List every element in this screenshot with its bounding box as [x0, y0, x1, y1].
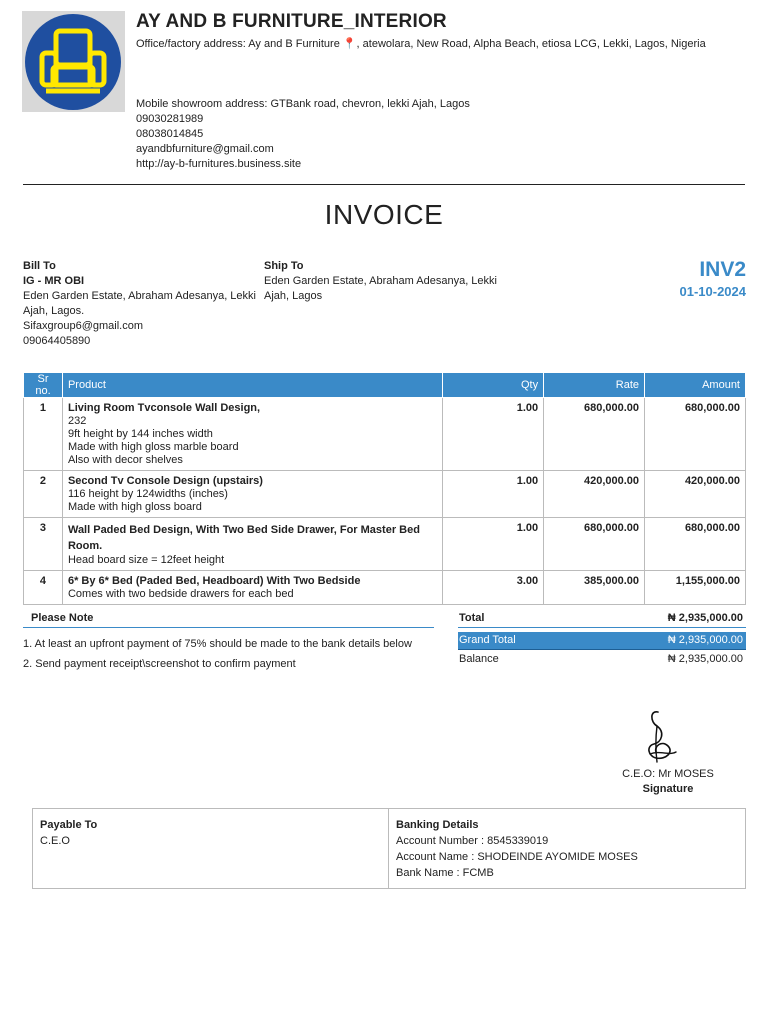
totals-section [458, 610, 746, 669]
items-table [23, 372, 746, 605]
banking-details-label: Banking Details [396, 819, 479, 831]
row-qty: 1.00 [443, 518, 544, 571]
row-product [62, 571, 442, 605]
row-sr: 4 [24, 571, 63, 605]
product-detail: Made with high gloss board [67, 501, 202, 513]
product-name: Living Room Tvconsole Wall Design, [67, 402, 261, 414]
header-qty: Qty [443, 373, 544, 398]
invoice-meta [680, 258, 747, 299]
row-sr: 3 [24, 518, 63, 571]
phone-1: 09030281989 [136, 113, 204, 125]
row-qty: 1.00 [443, 471, 544, 518]
header-rate: Rate [544, 373, 645, 398]
banking-details-column [389, 809, 745, 888]
product-name: 6* By 6* Bed (Paded Bed, Headboard) With Two Bedside [67, 575, 361, 587]
invoice-date: 01-10-2024 [679, 284, 746, 299]
row-amount: 680,000.00 [645, 398, 746, 471]
table-row [24, 518, 746, 571]
product-detail: 9ft height by 144 inches width [67, 428, 213, 440]
company-logo [22, 11, 125, 112]
payable-to-value: C.E.O [40, 835, 70, 847]
header-product: Product [62, 373, 442, 398]
row-rate: 385,000.00 [544, 571, 645, 605]
table-header-row [24, 373, 746, 398]
table-row [24, 398, 746, 471]
row-amount: 420,000.00 [645, 471, 746, 518]
header-amount: Amount [645, 373, 746, 398]
row-amount: 1,155,000.00 [645, 571, 746, 605]
signature-image [610, 706, 726, 766]
total-label: Total [459, 612, 485, 624]
notes-heading: Please Note [23, 610, 434, 628]
signature-scribble-icon [610, 706, 726, 766]
product-name: Wall Paded Bed Design, With Two Bed Side Drawer, For Master Bed Room. [67, 524, 420, 552]
ship-to-label: Ship To [264, 260, 304, 272]
product-name: Second Tv Console Design (upstairs) [67, 475, 263, 487]
header-sr: Sr no. [24, 373, 63, 398]
invoice-number: INV2 [699, 258, 746, 281]
row-sr: 1 [24, 398, 63, 471]
balance-value: ₦ 2,935,000.00 [667, 653, 743, 665]
row-qty: 3.00 [443, 571, 544, 605]
total-value: ₦ 2,935,000.00 [667, 612, 743, 624]
header-divider [23, 184, 745, 185]
product-detail: Made with high gloss marble board [67, 441, 239, 453]
showroom-address: Mobile showroom address: GTBank road, chevron, lekki Ajah, Lagos [136, 98, 470, 110]
account-number: Account Number : 8545339019 [396, 835, 549, 847]
invoice-title: INVOICE [324, 199, 444, 230]
balance-label: Balance [459, 653, 499, 665]
office-address: Office/factory address: Ay and B Furniture 📍, atewolara, New Road, Alpha Beach, etiosa LCG, Lekki, Lagos, Nigeria [136, 38, 706, 50]
row-qty: 1.00 [443, 398, 544, 471]
account-name: Account Name : SHODEINDE AYOMIDE MOSES [396, 851, 638, 863]
grand-total-value: ₦ 2,935,000.00 [667, 634, 743, 646]
phone-2: 08038014845 [136, 128, 204, 140]
product-detail: 116 height by 124widths (inches) [67, 488, 228, 500]
signatory-name: C.E.O: Mr MOSES [622, 768, 714, 780]
row-rate: 680,000.00 [544, 518, 645, 571]
armchair-icon [22, 11, 125, 112]
note-item: 1. At least an upfront payment of 75% should be made to the bank details below [23, 638, 412, 650]
table-row [24, 571, 746, 605]
row-amount: 680,000.00 [645, 518, 746, 571]
row-product [62, 471, 442, 518]
note-item: 2. Send payment receipt\screenshot to confirm payment [23, 658, 296, 670]
company-website[interactable]: http://ay-b-furnitures.business.site [136, 158, 302, 170]
row-product [62, 518, 442, 571]
payable-to-column [33, 809, 389, 888]
bill-to-email: Sifaxgroup6@gmail.com [23, 320, 143, 332]
bill-to-label: Bill To [23, 260, 56, 272]
company-email: ayandbfurniture@gmail.com [136, 143, 274, 155]
bill-to-section [23, 259, 263, 349]
product-detail: Also with decor shelves [67, 454, 183, 466]
product-detail: Comes with two bedside drawers for each bed [67, 588, 294, 600]
payment-details-box [32, 808, 746, 889]
bill-to-name: IG - MR OBI [23, 275, 85, 287]
product-detail: Head board size = 12feet height [67, 554, 225, 566]
bank-name: Bank Name : FCMB [396, 867, 494, 879]
signature-label: Signature [642, 783, 694, 795]
company-name: AY AND B FURNITURE_INTERIOR [136, 11, 447, 32]
row-rate: 680,000.00 [544, 398, 645, 471]
row-rate: 420,000.00 [544, 471, 645, 518]
balance-row [458, 651, 746, 669]
bill-to-phone: 09064405890 [23, 335, 91, 347]
product-detail: 232 [67, 415, 87, 427]
payable-to-label: Payable To [40, 819, 98, 831]
bill-to-address: Eden Garden Estate, Abraham Adesanya, Lekki Ajah, Lagos. [23, 290, 256, 317]
ship-to-address: Eden Garden Estate, Abraham Adesanya, Lekki Ajah, Lagos [264, 275, 497, 302]
table-row [24, 471, 746, 518]
signature-block [598, 767, 738, 797]
ship-to-section [264, 259, 509, 304]
grand-total-label: Grand Total [459, 634, 516, 646]
total-row [458, 610, 746, 628]
grand-total-row [458, 632, 746, 650]
row-product [62, 398, 442, 471]
company-info [136, 11, 746, 172]
notes-list [23, 637, 443, 677]
row-sr: 2 [24, 471, 63, 518]
